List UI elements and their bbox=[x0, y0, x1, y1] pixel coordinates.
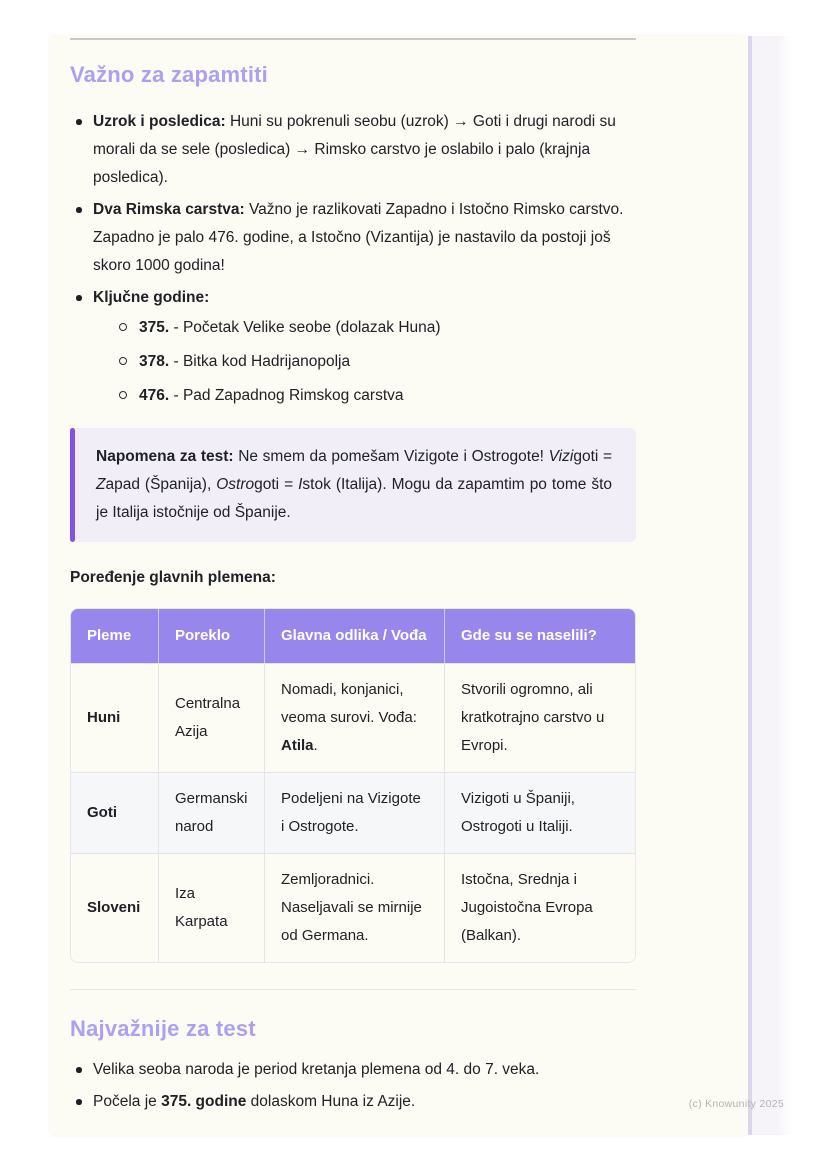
year-label: 476. bbox=[139, 387, 170, 404]
bullet-item-key-years bbox=[70, 284, 636, 410]
page-content bbox=[70, 36, 636, 1120]
cell-pleme: Sloveni bbox=[71, 853, 159, 962]
bullet-item bbox=[70, 108, 636, 192]
bullet-item: Velika seoba naroda je period kretanja plemena od 4. do 7. veka. bbox=[70, 1056, 636, 1084]
year-text: - Početak Velike seobe (dolazak Huna) bbox=[169, 319, 441, 336]
section-title-important: Važno za zapamtiti bbox=[70, 62, 268, 87]
section-divider bbox=[70, 989, 636, 990]
column-header: Poreklo bbox=[159, 609, 265, 663]
side-panel-strip bbox=[752, 36, 792, 1135]
cell-poreklo: Germanski narod bbox=[159, 772, 265, 853]
table-row bbox=[71, 663, 635, 772]
table-header-row bbox=[71, 609, 635, 663]
table-row bbox=[71, 772, 635, 853]
year-label: 378. bbox=[139, 353, 170, 370]
year-text: - Bitka kod Hadrijanopolja bbox=[169, 353, 351, 370]
year-label: 375. bbox=[139, 319, 170, 336]
bullet-list-test bbox=[70, 1056, 636, 1116]
callout-text: Napomena za test: Ne smem da pomešam Vizigote i Ostrogote! Vizigoti = Zapad (Španija), Ostrogoti = Istok (Italija). Mogu da zapamtim po tome što je Italija istočnije od Španije. bbox=[96, 448, 612, 521]
cell-naselili: Stvorili ogromno, ali kratkotrajno carstvo u Evropi. bbox=[445, 663, 635, 772]
bullet-lead: Ključne godine: bbox=[93, 289, 210, 306]
note-callout bbox=[70, 428, 636, 542]
sub-bullet-item bbox=[117, 348, 636, 376]
sub-bullet-list bbox=[117, 314, 636, 410]
column-header: Glavna odlika / Vođa bbox=[265, 609, 445, 663]
cell-odlika: Nomadi, konjanici, veoma surovi. Vođa: Atila. bbox=[265, 663, 445, 772]
bullet-text: Važno je razlikovati Zapadno i Istočno Rimsko carstvo. Zapadno je palo 476. godine, a Istočno (Vizantija) je nastavilo da postoji još skoro 1000 godina! bbox=[93, 201, 624, 274]
cell-odlika: Podeljeni na Vizigote i Ostrogote. bbox=[265, 772, 445, 853]
cell-pleme: Goti bbox=[71, 772, 159, 853]
year-text: - Pad Zapadnog Rimskog carstva bbox=[169, 387, 404, 404]
tribes-table bbox=[70, 608, 636, 963]
copyright-watermark: (c) Knowunity 2025 bbox=[688, 1098, 784, 1110]
document-page bbox=[50, 36, 748, 1135]
table-row bbox=[71, 853, 635, 962]
callout-lead: Napomena za test: bbox=[96, 448, 234, 465]
cell-poreklo: Centralna Azija bbox=[159, 663, 265, 772]
bullet-item: Počela je 375. godine dolaskom Huna iz Azije. bbox=[70, 1088, 636, 1116]
table-caption: Poređenje glavnih plemena: bbox=[70, 569, 276, 586]
bullet-item bbox=[70, 196, 636, 280]
bullet-text: Huni su pokrenuli seobu (uzrok) → Goti i drugi narodi su morali da se sele (posledica) → Rimsko carstvo je oslabilo i palo (krajnja posledica). bbox=[93, 113, 616, 186]
sub-bullet-item bbox=[117, 382, 636, 410]
bullet-lead: Uzrok i posledica: bbox=[93, 113, 226, 130]
column-header: Pleme bbox=[71, 609, 159, 663]
column-header: Gde su se naselili? bbox=[445, 609, 635, 663]
bullet-list-important bbox=[70, 108, 636, 410]
cell-naselili: Istočna, Srednja i Jugoistočna Evropa (Balkan). bbox=[445, 853, 635, 962]
section-title-test: Najvažnije za test bbox=[70, 1016, 256, 1041]
cell-poreklo: Iza Karpata bbox=[159, 853, 265, 962]
callout-accent-bar bbox=[70, 428, 75, 542]
cell-naselili: Vizigoti u Španiji, Ostrogoti u Italiji. bbox=[445, 772, 635, 853]
cell-odlika: Zemljoradnici. Naseljavali se mirnije od Germana. bbox=[265, 853, 445, 962]
cell-pleme: Huni bbox=[71, 663, 159, 772]
sub-bullet-item bbox=[117, 314, 636, 342]
bullet-lead: Dva Rimska carstva: bbox=[93, 201, 245, 218]
